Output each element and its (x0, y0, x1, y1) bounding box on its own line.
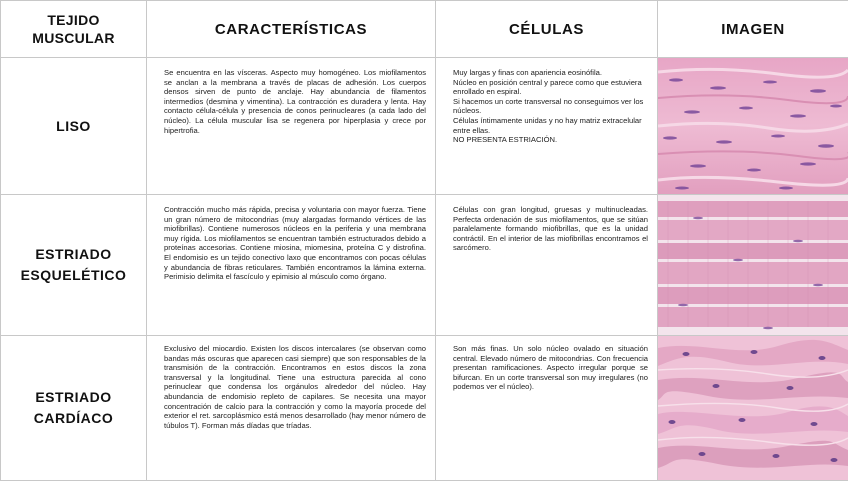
tissue-name-cardiaco (1, 336, 147, 481)
tissue-name-line2: ESQUELÉTICO (1, 265, 146, 286)
characteristics-cell-liso (147, 58, 436, 195)
characteristics-cell-esqueletico (147, 195, 436, 336)
tissue-name-line1: ESTRIADO (1, 244, 146, 265)
characteristics-text-liso: Se encuentra en las vísceras. Aspecto muy homogéneo. Los miofilamentos se anclan a la membrana a través de placas de adhesión. Los cuerpos densos sirven de punto de anclaje. Hay abundancia de filamentos intermedios (desmina y vimentina). La contracción es duradera y lenta. Hay contacto célula-célula y presencia de conos perinucleares (a cada lado del núcleo). La célula muscular lisa se regenera por hiperplasia y crece por hipertrofia. (164, 68, 426, 135)
tissue-name-line1: ESTRIADO (1, 387, 146, 408)
header-image: IMAGEN (658, 1, 848, 58)
image-cell-esqueletico (658, 195, 848, 336)
tissue-name-liso (1, 58, 147, 195)
characteristics-text-cardiaco: Exclusivo del miocardio. Existen los discos intercalares (se observan como bandas más oscuras que aparecen casi siempre) que son responsables de la transmisión de la contracción. Encontramos en estos discos la zona transversal y la longitudinal. Tiene una estructura parecida al cono perinuclear que condensa los orgánulos alrededor del núcleo. Hay abundancia de endomisio repleto de capilares. Se necesita una mayor concentración de calcio para la contracción y como la mayoría procede del exterior el ret. sarcoplásmico está menos desarrollado (hay menor número de túbulos T). Forman más díadas que tríadas. (164, 344, 426, 430)
table-header-row (1, 1, 848, 58)
tissue-name-line2: CARDÍACO (1, 408, 146, 429)
cells-cell-liso (436, 58, 658, 195)
tissue-name-line1: LISO (1, 116, 146, 137)
tissue-name-esqueletico (1, 195, 147, 336)
cardiac-muscle-micrograph-icon (658, 336, 848, 480)
table-row-esqueletico (1, 195, 848, 336)
cells-text-liso-5: NO PRESENTA ESTRIACIÓN. (453, 135, 648, 145)
cells-text-liso-3: Si hacemos un corte transversal no conseguimos ver los núcleos. (453, 97, 648, 116)
image-cell-liso (658, 58, 848, 195)
cells-cell-esqueletico (436, 195, 658, 336)
table-row-cardiaco (1, 336, 848, 481)
cells-text-liso-4: Células íntimamente unidas y no hay matriz extracelular entre ellas. (453, 116, 648, 135)
cells-text-cardiaco: Son más finas. Un solo núcleo ovalado en situación central. Elevado número de mitocondrias. Con frecuencia presentan ramificaciones. Aspecto irregular porque se bifurcan. En un corte transversal son muy irregulares (no podemos ver el núcleo). (453, 344, 648, 392)
characteristics-cell-cardiaco (147, 336, 436, 481)
characteristics-text-esqueletico: Contracción mucho más rápida, precisa y voluntaria con mayor fuerza. Tiene un gran número de mitocondrias (muy alargadas formando vértices de las miofibrillas). Contiene numerosos núcleos en la periferia y una membrana muy rígida. Los miofilamentos se encuentran también estructurados debido a proteínas accesorias. Contiene miosina, miomesina, proteína C y distrofina. El endomisio es un tejido conectivo laxo que encontramos con pocas células y abundancia de fibras reticulares. También encontramos la lámina externa. Perimisio delimita el fascículo y epimisio al músculo como órgano. (164, 205, 426, 282)
header-tissue-line2: MUSCULAR (1, 29, 146, 47)
header-cells: CÉLULAS (436, 1, 658, 58)
skeletal-muscle-micrograph-icon (658, 195, 848, 335)
image-cell-cardiaco (658, 336, 848, 481)
smooth-muscle-micrograph-icon (658, 58, 848, 194)
header-characteristics: CARACTERÍSTICAS (147, 1, 436, 58)
cells-text-liso-2: Núcleo en posición central y parece como que estuviera enrollado en espiral. (453, 78, 648, 97)
header-tissue-line1: TEJIDO (1, 11, 146, 29)
cells-text-esqueletico: Células con gran longitud, gruesas y multinucleadas. Perfecta ordenación de sus miofilamentos, que se sitúan paralelamente formando miofibrillas, que es la unidad contráctil. En el interior de las miofibrillas encontramos el sarcómero. (453, 205, 648, 253)
cells-text-liso-1: Muy largas y finas con apariencia eosinófila. (453, 68, 648, 78)
cells-cell-cardiaco (436, 336, 658, 481)
table-row-liso (1, 58, 848, 195)
header-tissue (1, 1, 147, 58)
